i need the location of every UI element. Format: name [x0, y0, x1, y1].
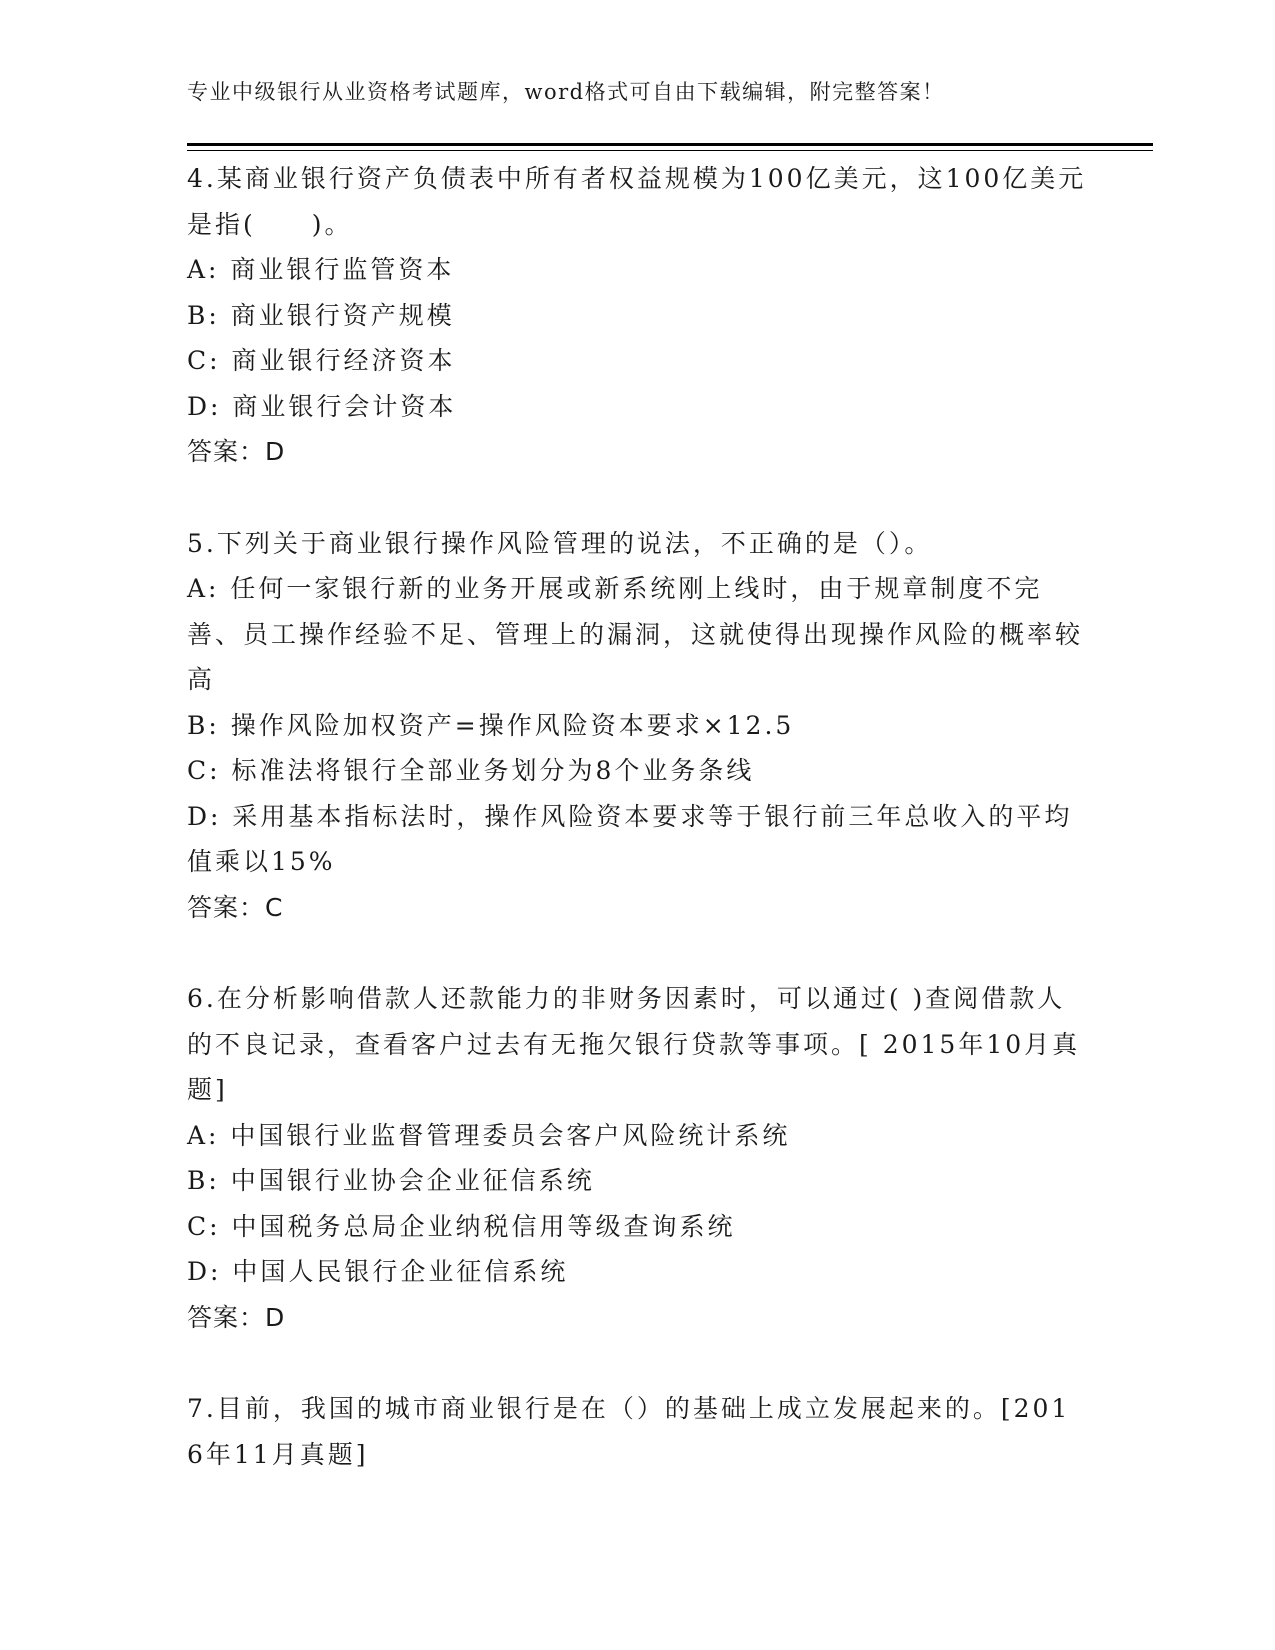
question-4: [187, 156, 1087, 475]
question-7: [187, 1386, 1087, 1477]
option-d: D: 中国人民银行企业征信系统: [187, 1257, 569, 1286]
question-stem: 4.某商业银行资产负债表中所有者权益规模为100亿美元，这100亿美元是指( )。: [187, 164, 1087, 239]
header-divider-thick: [187, 143, 1153, 146]
page-header: 专业中级银行从业资格考试题库，word格式可自由下载编辑，附完整答案！: [187, 80, 945, 104]
question-5: [187, 521, 1087, 931]
question-stem: 7.目前，我国的城市商业银行是在（）的基础上成立发展起来的。[2016年11月真题]: [187, 1394, 1071, 1469]
header-divider-thin: [187, 150, 1153, 151]
option-a: A: 任何一家银行新的业务开展或新系统刚上线时，由于规章制度不完善、员工操作经验不足、管理上的漏洞，这就使得出现操作风险的概率较高: [187, 574, 1084, 694]
option-c: C: 标准法将银行全部业务划分为8个业务条线: [187, 756, 755, 785]
option-b: B: 操作风险加权资产=操作风险资本要求×12.5: [187, 710, 795, 740]
question-list: [187, 156, 1087, 1523]
answer-text: 答案：C: [187, 892, 284, 922]
option-a: A: 商业银行监管资本: [187, 255, 455, 284]
option-b: B: 商业银行资产规模: [187, 300, 455, 330]
option-b: B: 中国银行业协会企业征信系统: [187, 1166, 595, 1195]
question-stem: 5.下列关于商业银行操作风险管理的说法，不正确的是（）。: [187, 528, 933, 558]
option-a: A: 中国银行业监督管理委员会客户风险统计系统: [187, 1120, 791, 1150]
option-d: D: 采用基本指标法时，操作风险资本要求等于银行前三年总收入的平均值乘以15%: [187, 801, 1073, 876]
answer-text: 答案：D: [187, 437, 286, 466]
option-c: C: 中国税务总局企业纳税信用等级查询系统: [187, 1211, 736, 1241]
option-d: D: 商业银行会计资本: [187, 391, 457, 421]
question-6: [187, 976, 1087, 1340]
question-stem: 6.在分析影响借款人还款能力的非财务因素时，可以通过( )查阅借款人的不良记录，查看客户过去有无拖欠银行贷款等事项。[ 2015年10月真题]: [187, 984, 1081, 1104]
option-c: C: 商业银行经济资本: [187, 346, 456, 375]
answer-text: 答案：D: [187, 1302, 286, 1332]
